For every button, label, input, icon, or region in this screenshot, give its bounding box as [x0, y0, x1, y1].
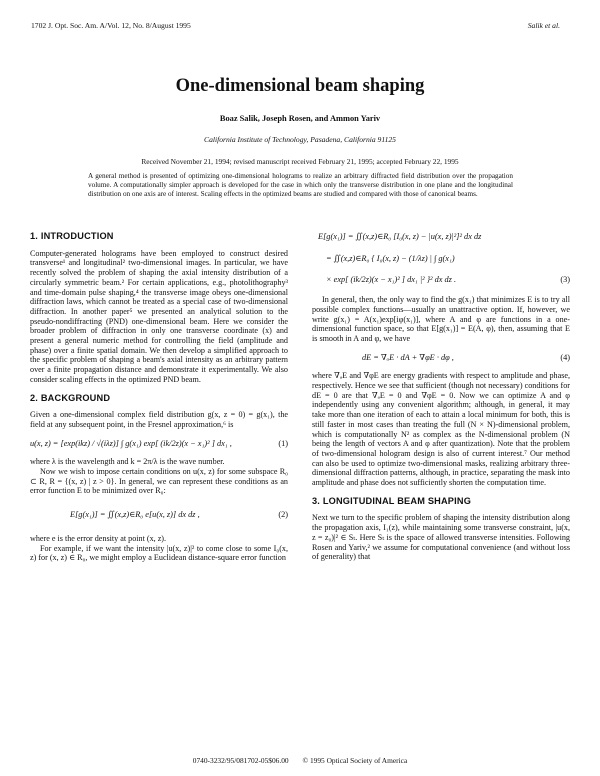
longitudinal-paragraph: Next we turn to the specific problem of shaping the intensity distribution along the propagation axis, I₁(z), while maintaining some transverse constraint, |u(x, z = z₀)|² ∈ Sₜ. Here Sₜ is the space of allowed transverse intensities. Following Rosen and Yariv,² we assume for computational convenience (and without loss of generality) that: [312, 513, 570, 562]
affiliation: California Institute of Technology, Pasadena, California 91125: [204, 135, 396, 144]
copyright-notice: © 1995 Optical Society of America: [302, 756, 408, 765]
abstract: A general method is presented of optimizing one-dimensional holograms to realize an arbitrary diffracted field distribution over the propagation volume. A computationally simpler approach is developed for the case in which only the transverse distribution in one plane and the longitudinal distribution on one axis are of interest. Scaling effects in the optimized beams are studied and compared with those of canonical beams.: [88, 172, 513, 199]
running-authors: Salik et al.: [527, 21, 560, 30]
background-paragraph-5: For example, if we want the intensity |u(x, z)|² to come close to some I₀(x, z) for (x, z) ∈ R₀, we might employ a Euclidean distance-square error function: [30, 543, 288, 563]
section-heading-longitudinal: 3. LONGITUDINAL BEAM SHAPING: [312, 495, 472, 506]
intro-paragraph: Computer-generated holograms have been employed to construct desired transverse¹ and longitudinal² two-dimensional images. In particular, we have recently solved the problem of shaping the axial intensity distribution of a circularly symmetric beam.² For certain applications, e.g., photolithography³ and time-domain pulse shaping,⁴ the transverse image obeys one-dimensional diffraction laws, which cannot be treated as a special case of two-dimensional diffraction. In another paper⁵ we presented an analytical solution to the pseudo-nondiffracting (PND) one-dimensional beam. Here we consider the broader problem of diffraction in only one transverse coordinate (x) and present a general numeric method for controlling the field (amplitude and phase) over a finite spatial domain. We then develop a simplified approach to the specific problem of shaping a beam's axial intensity as an arbitrary pattern over a finite propagation distance and demonstrate it experimentally. We also consider scaling effects in the optimized PND beam.: [30, 248, 288, 384]
equation-2: [70, 510, 288, 520]
equation-4-body: dE = ∇ₐE · dA + ∇φE · dφ ,: [362, 352, 454, 362]
background-paragraph-3: Now we wish to impose certain conditions on u(x, z) for some subspace R₀ ⊂ R, R = {(x, z) | z > 0}. In general, we can represent these conditions as an error function E to be minimized over R₀:: [30, 467, 288, 496]
paper-title: One-dimensional beam shaping: [175, 76, 425, 96]
equation-4-number: (4): [560, 352, 570, 362]
author-list: Boaz Salik, Joseph Rosen, and Ammon Yariv: [219, 114, 381, 123]
analysis-paragraph-1: In general, then, the only way to find the g(x₁) that minimizes E is to try all possible complex functions—usually an unattractive option. If, however, we write g(x₁) = A(x₁)exp[iφ(x₁)], where A and φ are functions in a one-dimensional function space, so that E[g(x₁)] = E(A, φ), then, assuming that E is smooth in A and φ, we have: [312, 295, 570, 343]
background-paragraph-1: Given a one-dimensional complex field distribution g(x, z = 0) = g(x₁), the field at any subsequent point, in the Fresnel approximation,⁶ is: [30, 410, 288, 429]
equation-3-number: (3): [560, 275, 570, 285]
equation-3-part-3: × exp[ (ik/2z)(x − x₁)² ] dx₁ |² }² dx dz .: [326, 275, 457, 285]
equation-2-number: (2): [278, 510, 288, 520]
received-dates: Received November 21, 1994; revised manuscript received February 21, 1995; accepted February 22, 1995: [141, 157, 459, 166]
equation-3-line-2: [326, 254, 570, 264]
left-column: [30, 226, 288, 563]
background-paragraph-2: where λ is the wavelength and k = 2π/λ is the wave number.: [30, 457, 225, 467]
equation-3-line-3: [326, 275, 570, 285]
equation-1: [30, 439, 288, 449]
equation-3-part-1: E[g(x₁)] = ∬(x,z)∈R₀ [I₀(x, z) − |u(x, z)|²]² dx dz: [318, 232, 482, 241]
equation-1-body: u(x, z) = [exp(ikz) / √(iλz)] ∫ g(x₁) exp[ (ik/2z)(x − x₁)² ] dx₁ ,: [30, 438, 232, 448]
equation-3-part-2: = ∬(x,z)∈R₀ { I₀(x, z) − (1/λz) | ∫ g(x₁): [326, 253, 455, 263]
background-paragraph-4: where e is the error density at point (x, z).: [30, 533, 167, 543]
page-footer: [0, 756, 600, 765]
equation-4: [362, 353, 570, 363]
section-heading-background: 2. BACKGROUND: [30, 392, 111, 403]
analysis-paragraph-2: where ∇ₐE and ∇φE are energy gradients with respect to amplitude and phase, respectively. Hence we see that sufficient (though not necessary) conditions for dE = 0 are that ∇ₐE = 0 and ∇φE = 0. Now we can optimize A and φ independently using any convenient algorithm; although, in general, it may take more than one iteration of each to attain a local minimum for both, this is still faster in most cases than treating the full (N × N)-dimensional problem, which is computationally N² as complex as the N-dimensional problem (N being the length of vectors A and φ after quantization). Note that the problem of two-dimensional hologram design is also of current interest.⁷ Our method can also be used to optimize two-dimensional masks, realizing arbitrary three-dimensional diffraction patterns, although, in practice, separating the mask into amplitude and phase does not sufficiently shorten the computation time.: [312, 371, 570, 488]
right-column: [312, 226, 570, 562]
equation-2-body: E[g(x₁)] = ∬(x,z)∈R₀ e[u(x, z)] dx dz ,: [70, 510, 200, 520]
article-code: 0740-3232/95/081702-05$06.00: [192, 756, 289, 765]
equation-3-line-1: [318, 232, 570, 242]
section-heading-introduction: 1. INTRODUCTION: [30, 231, 114, 241]
journal-citation: 1702 J. Opt. Soc. Am. A/Vol. 12, No. 8/August 1995: [31, 21, 191, 30]
equation-1-number: (1): [278, 438, 288, 448]
